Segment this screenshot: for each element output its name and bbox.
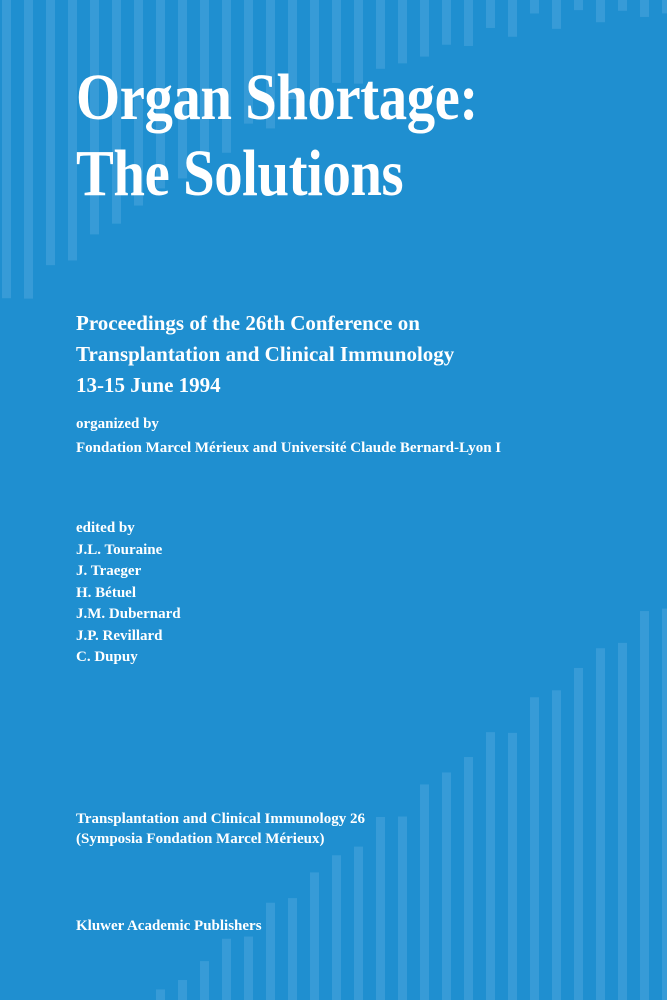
- stripe: [398, 0, 407, 63]
- stripe: [376, 0, 385, 69]
- stripe: [442, 0, 451, 45]
- stripe: [508, 733, 517, 1000]
- editor-name: J.M. Dubernard: [76, 606, 181, 622]
- book-title: [76, 60, 478, 212]
- proceedings-line-2: Transplantation and Clinical Immunology: [76, 342, 455, 366]
- stripe: [2, 0, 11, 298]
- stripe: [266, 903, 275, 1000]
- stripe: [640, 0, 649, 17]
- stripe: [354, 847, 363, 1000]
- stripe: [618, 643, 627, 1000]
- stripe: [442, 772, 451, 1000]
- stripe: [552, 690, 561, 1000]
- stripe: [596, 0, 605, 22]
- stripe: [596, 648, 605, 1000]
- stripe: [244, 937, 253, 1000]
- stripe: [420, 0, 429, 57]
- stripe: [552, 0, 561, 29]
- stripe: [464, 0, 473, 46]
- stripe: [24, 0, 33, 299]
- stripe: [662, 609, 667, 1000]
- stripe: [530, 0, 539, 13]
- proceedings-line-1: Proceedings of the 26th Conference on: [76, 311, 420, 335]
- stripe: [530, 697, 539, 1000]
- stripe: [640, 611, 649, 1000]
- stripe: [222, 939, 231, 1000]
- editors-block: [76, 518, 181, 669]
- organizers: Fondation Marcel Mérieux and Université Claude Bernard-Lyon I: [76, 440, 502, 456]
- editor-name: C. Dupuy: [76, 649, 138, 665]
- stripe: [464, 757, 473, 1000]
- stripe: [618, 0, 627, 11]
- stripe: [200, 961, 209, 1000]
- stripe: [574, 0, 583, 10]
- stripe: [310, 872, 319, 1000]
- proceedings-subtitle: [76, 308, 454, 401]
- title-line-2: The Solutions: [76, 137, 404, 210]
- stripe: [574, 668, 583, 1000]
- stripe: [662, 0, 667, 13]
- stripe: [486, 732, 495, 1000]
- stripe: [376, 817, 385, 1000]
- series-line-1: Transplantation and Clinical Immunology 26: [76, 811, 365, 827]
- organized-by-label: organized by: [76, 416, 159, 432]
- stripe: [398, 816, 407, 1000]
- conference-dates: 13-15 June 1994: [76, 373, 221, 397]
- stripe: [486, 0, 495, 28]
- editor-name: J. Traeger: [76, 563, 142, 579]
- series-info: [76, 809, 365, 849]
- series-line-2: (Symposia Fondation Marcel Mérieux): [76, 831, 325, 847]
- title-line-1: Organ Shortage:: [76, 61, 478, 134]
- stripe: [288, 898, 297, 1000]
- stripe: [46, 0, 55, 265]
- editor-name: J.P. Revillard: [76, 627, 163, 644]
- editor-name: H. Bétuel: [76, 584, 136, 601]
- stripe: [420, 784, 429, 1000]
- stripe: [178, 980, 187, 1000]
- editor-name: J.L. Touraine: [76, 541, 163, 558]
- edited-by-label: edited by: [76, 520, 135, 536]
- stripe: [332, 855, 341, 1000]
- stripe: [508, 0, 517, 37]
- stripe: [156, 989, 165, 1000]
- publisher-name: Kluwer Academic Publishers: [76, 918, 262, 934]
